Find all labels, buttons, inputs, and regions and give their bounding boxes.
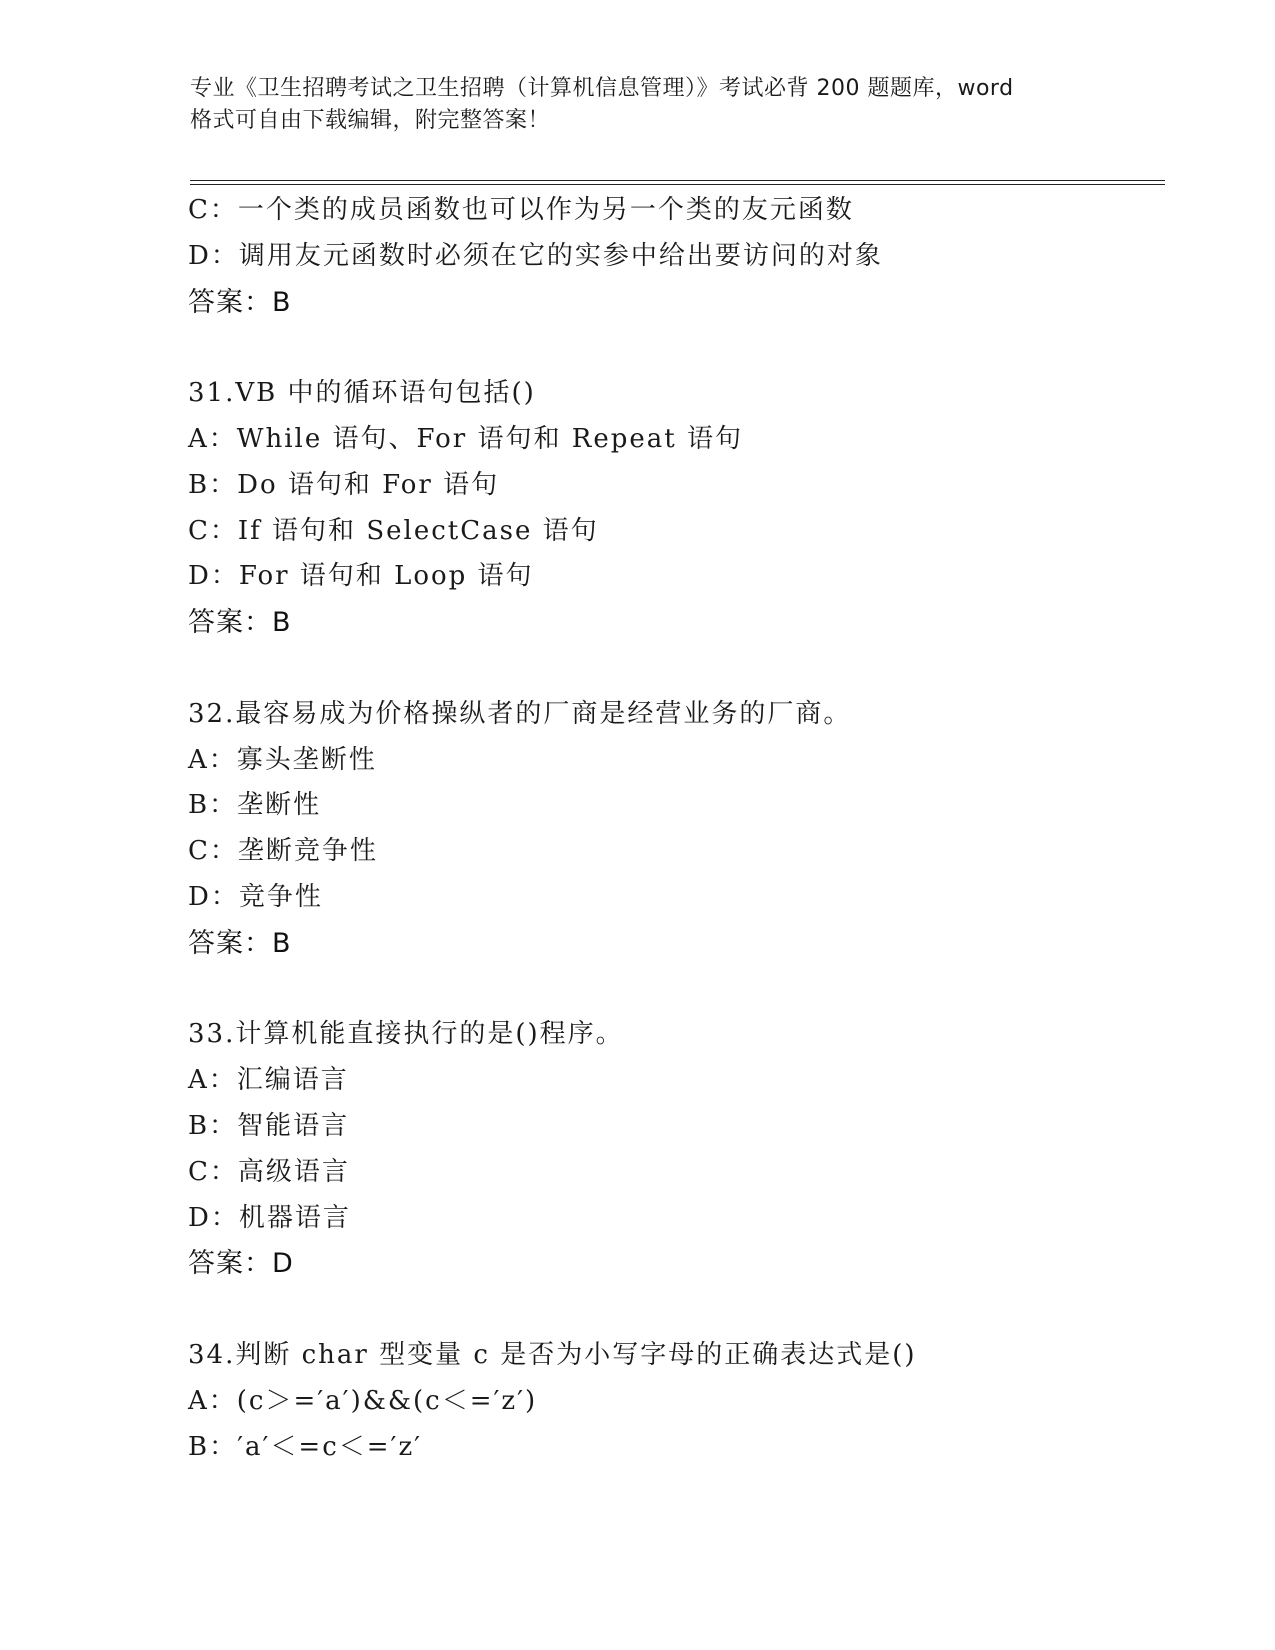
spacer: [188, 967, 1168, 1013]
q31-question: 31.VB 中的循环语句包括(): [188, 378, 536, 409]
q30-option-d: D：调用友元函数时必须在它的实参中给出要访问的对象: [188, 240, 883, 271]
q33-option-b: B：智能语言: [188, 1110, 350, 1141]
header-line-1: 专业《卫生招聘考试之卫生招聘（计算机信息管理）》考试必背 200 题题库，word: [190, 76, 1014, 101]
q31-option-b: B：Do 语句和 For 语句: [188, 469, 500, 500]
q33-question: 33.计算机能直接执行的是()程序。: [188, 1019, 624, 1050]
q31-option-d: D：For 语句和 Loop 语句: [188, 561, 534, 592]
q30-option-c: C：一个类的成员函数也可以作为另一个类的友元函数: [188, 195, 854, 225]
document-header: [190, 73, 1120, 137]
header-divider-top: [190, 180, 1165, 181]
spacer: [188, 325, 1168, 371]
spacer: [188, 646, 1168, 692]
q32-option-a: A：寡头垄断性: [188, 744, 377, 775]
q34-option-b: B：′a′＜=c＜=′z′: [188, 1431, 423, 1462]
q30-answer: 答案：B: [188, 286, 292, 318]
q34-question: 34.判断 char 型变量 c 是否为小写字母的正确表达式是(): [188, 1339, 917, 1370]
q31-option-a: A：While 语句、For 语句和 Repeat 语句: [188, 423, 743, 454]
q34-option-a: A：(c＞=′a′)&&(c＜=′z′): [188, 1385, 538, 1416]
q33-option-c: C：高级语言: [188, 1156, 350, 1187]
q32-option-c: C：垄断竞争性: [188, 836, 378, 867]
q31-option-c: C：If 语句和 SelectCase 语句: [188, 515, 599, 546]
spacer: [188, 1287, 1168, 1333]
q32-question: 32.最容易成为价格操纵者的厂商是经营业务的厂商。: [188, 698, 852, 729]
q32-option-b: B：垄断性: [188, 790, 322, 821]
question-list: [188, 188, 1168, 1470]
q33-answer: 答案：D: [188, 1248, 294, 1280]
header-divider-bottom: [190, 184, 1165, 185]
q32-answer: 答案：B: [188, 927, 292, 959]
q32-option-d: D：竞争性: [188, 881, 323, 912]
q31-answer: 答案：B: [188, 607, 292, 639]
q33-option-d: D：机器语言: [188, 1202, 351, 1233]
header-line-2: 格式可自由下载编辑，附完整答案！: [190, 108, 551, 133]
q33-option-a: A：汇编语言: [188, 1065, 349, 1096]
